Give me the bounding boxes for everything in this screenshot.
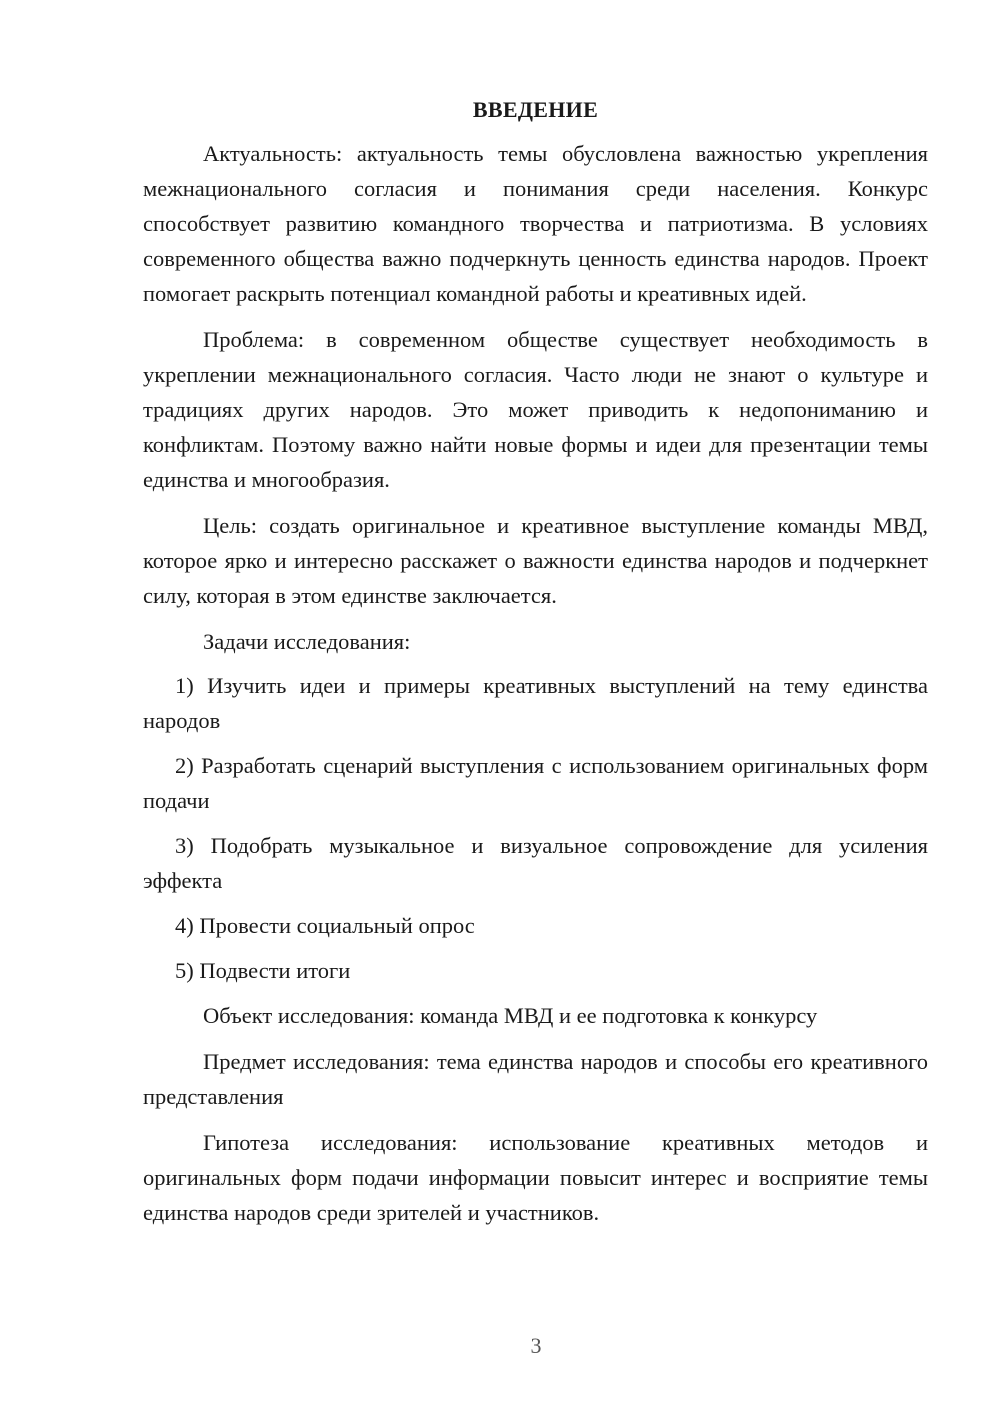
document-body [143,92,928,1241]
hypothesis-paragraph: Гипотеза исследования: использование креативных методов и оригинальных форм подачи информации повысит интерес и восприятие темы единства народов среди зрителей и участников. [143,1130,928,1225]
tasks-heading: Задачи исследования: [203,629,411,654]
task-item: 1) Изучить идеи и примеры креативных выступлений на тему единства народов [143,673,928,733]
goal-paragraph: Цель: создать оригинальное и креативное выступление команды МВД, которое ярко и интересно расскажет о важности единства народов и подчеркнет силу, которая в этом единстве заключается. [143,513,928,608]
section-heading: ВВЕДЕНИЕ [472,97,599,122]
task-item: 4) Провести социальный опрос [175,913,475,938]
relevance-paragraph: Актуальность: актуальность темы обусловлена важностью укрепления межнационального согласия и понимания среди населения. Конкурс способствует развитию командного творчества и патриотизма. В условиях современного общества важно подчеркнуть ценность единства народов. Проект помогает раскрыть потенциал командной работы и креативных идей. [143,141,928,306]
problem-paragraph: Проблема: в современном обществе существует необходимость в укреплении межнационального согласия. Часто люди не знают о культуре и традициях других народов. Это может приводить к недопониманию и конфликтам. Поэтому важно найти новые формы и идеи для презентации темы единства и многообразия. [143,327,928,492]
subject-paragraph: Предмет исследования: тема единства народов и способы его креативного представления [143,1049,928,1109]
task-item: 2) Разработать сценарий выступления с использованием оригинальных форм подачи [143,753,928,813]
task-item: 3) Подобрать музыкальное и визуальное сопровождение для усиления эффекта [143,833,928,893]
page-number: 3 [530,1333,542,1358]
task-item: 5) Подвести итоги [175,958,351,983]
object-paragraph: Объект исследования: команда МВД и ее подготовка к конкурсу [203,1003,818,1028]
